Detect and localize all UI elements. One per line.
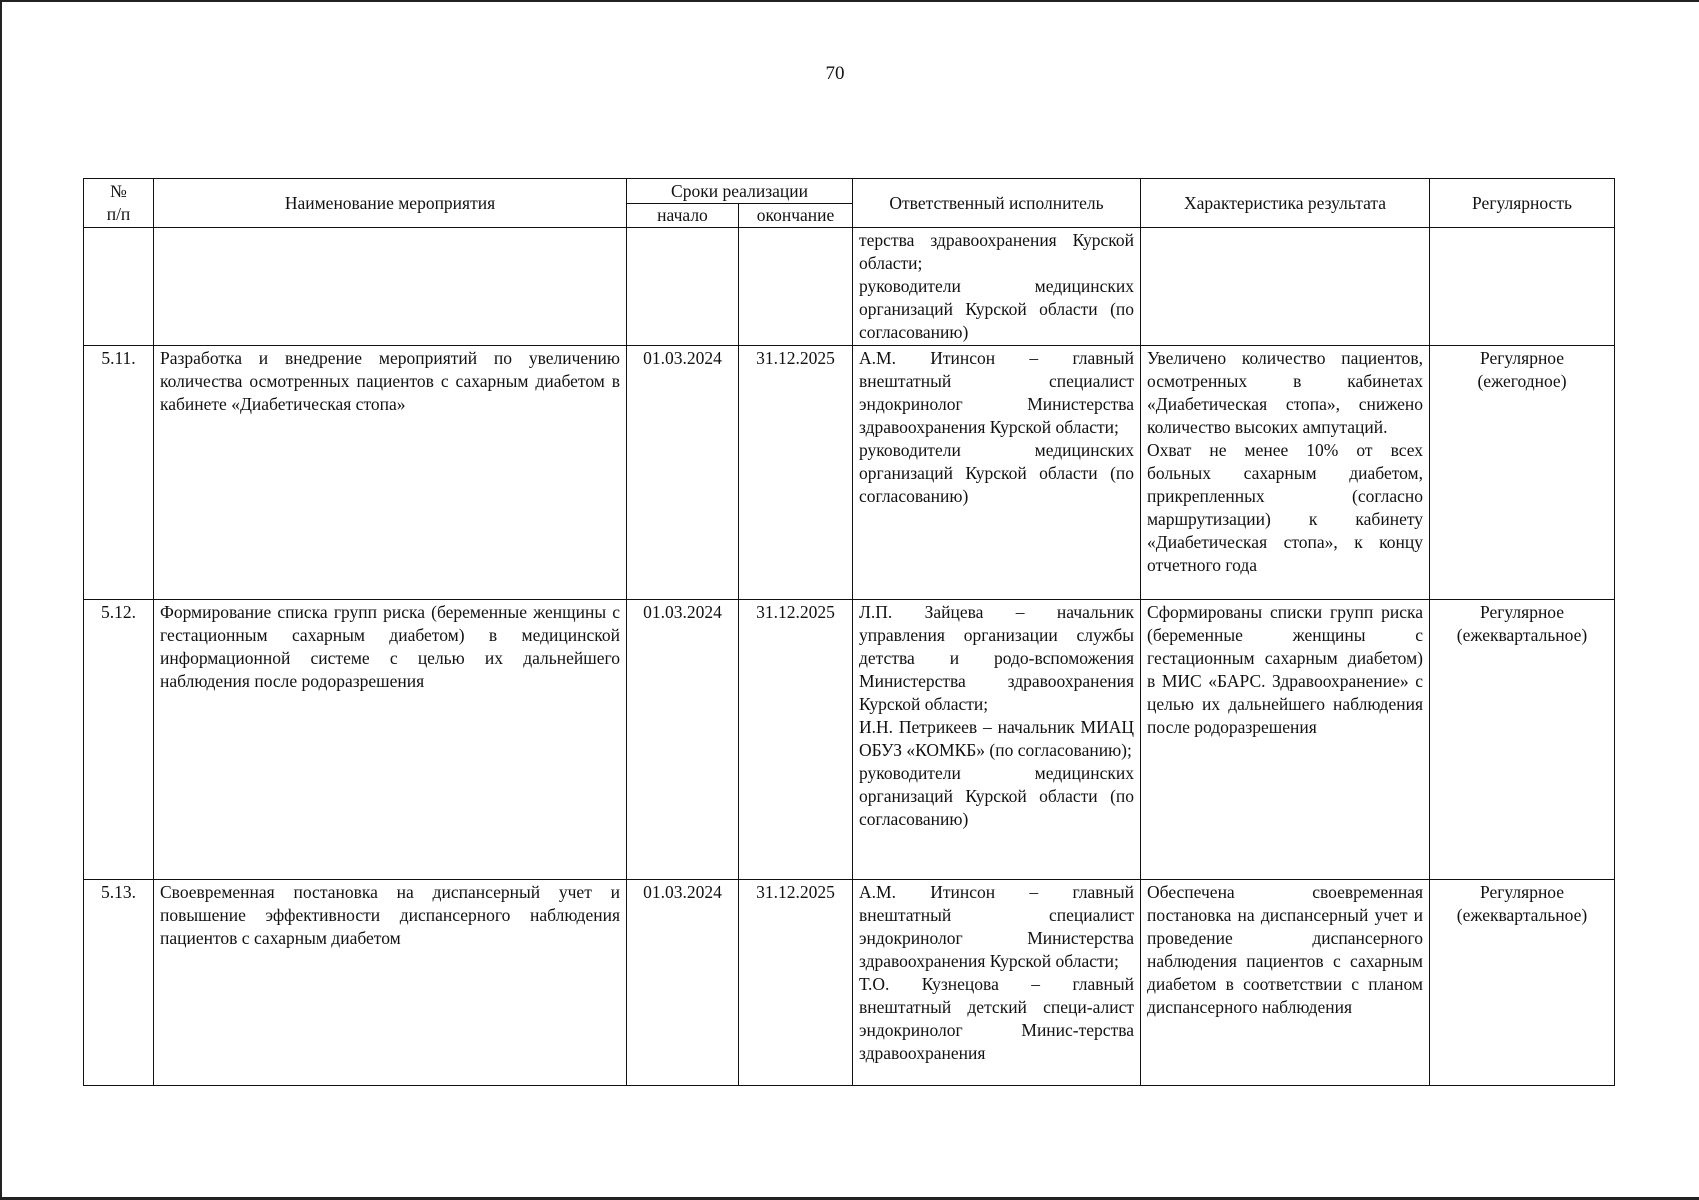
responsible-entry: Т.О. Кузнецова – главный внештатный детский специ-алист эндокринолог Минис-терства здравоохранения: [859, 974, 1135, 1063]
cell-number: 5.13.: [84, 880, 154, 1086]
cell-result: [1141, 600, 1430, 880]
responsible-entry: А.М. Итинсон – главный внештатный специалист эндокринолог Министерства здравоохранения Курской области;: [859, 348, 1135, 437]
cell-regularity: Регулярное (ежеквартальное): [1430, 600, 1615, 880]
header-activity-name: Наименование мероприятия: [154, 179, 627, 228]
responsible-entry: руководители медицинских организаций Курской области (по согласованию): [859, 276, 1135, 342]
cell-result: [1141, 346, 1430, 600]
table-row: [84, 228, 1615, 346]
header-end: окончание: [739, 203, 853, 228]
cell-start-date: 01.03.2024: [627, 600, 739, 880]
table-row: [84, 880, 1615, 1086]
cell-result: [1141, 880, 1430, 1086]
cell-end-date: [739, 228, 853, 346]
cell-end-date: 31.12.2025: [739, 346, 853, 600]
cell-end-date: 31.12.2025: [739, 600, 853, 880]
responsible-entry: И.Н. Петрикеев – начальник МИАЦ ОБУЗ «КОМКБ» (по согласованию);: [859, 717, 1135, 760]
header-result: Характеристика результата: [1141, 179, 1430, 228]
responsible-entry: руководители медицинских организаций Курской области (по согласованию): [859, 440, 1135, 506]
cell-start-date: [627, 228, 739, 346]
scan-edge-left: [0, 0, 2, 1200]
cell-start-date: 01.03.2024: [627, 346, 739, 600]
cell-end-date: 31.12.2025: [739, 880, 853, 1086]
header-regularity: Регулярность: [1430, 179, 1615, 228]
scan-edge-top: [0, 0, 1699, 2]
result-entry: Сформированы списки групп риска (беременные женщины с гестационным сахарным диабетом) в МИС «БАРС. Здравоохранение» с целью их дальнейшего наблюдения после родоразрешения: [1147, 602, 1424, 737]
responsible-entry: Л.П. Зайцева – начальник управления организации службы детства и родо-вспоможения Министерства здравоохранения Курской области;: [859, 602, 1135, 714]
cell-activity-name: Своевременная постановка на диспансерный учет и повышение эффективности диспансерного наблюдения пациентов с сахарным диабетом: [154, 880, 627, 1086]
header-start: начало: [627, 203, 739, 228]
responsible-entry: терства здравоохранения Курской области;: [859, 230, 1135, 273]
table-row: [84, 346, 1615, 600]
cell-responsible: [853, 880, 1141, 1086]
header-responsible: Ответственный исполнитель: [853, 179, 1141, 228]
cell-activity-name: Разработка и внедрение мероприятий по увеличению количества осмотренных пациентов с сахарным диабетом в кабинете «Диабетическая стопа»: [154, 346, 627, 600]
cell-activity-name: Формирование списка групп риска (беременные женщины с гестационным сахарным диабетом) в медицинской информационной системе с целью их дальнейшего наблюдения после родоразрешения: [154, 600, 627, 880]
result-entry: Обеспечена своевременная постановка на диспансерный учет и проведение диспансерного наблюдения пациентов с сахарным диабетом в соответствии с планом диспансерного наблюдения: [1147, 882, 1424, 1017]
cell-start-date: 01.03.2024: [627, 880, 739, 1086]
cell-regularity: Регулярное (ежегодное): [1430, 346, 1615, 600]
result-entry: Увеличено количество пациентов, осмотренных в кабинетах «Диабетическая стопа», снижено количество высоких ампутаций.: [1147, 348, 1424, 437]
page-number: 70: [825, 63, 845, 84]
header-terms: Сроки реализации: [627, 179, 853, 204]
cell-responsible: [853, 600, 1141, 880]
cell-result: [1141, 228, 1430, 346]
cell-regularity: [1430, 228, 1615, 346]
responsible-entry: А.М. Итинсон – главный внештатный специалист эндокринолог Министерства здравоохранения Курской области;: [859, 882, 1135, 971]
cell-regularity: Регулярное (ежеквартальное): [1430, 880, 1615, 1086]
cell-number: 5.12.: [84, 600, 154, 880]
table-row: [84, 600, 1615, 880]
cell-activity-name: [154, 228, 627, 346]
responsible-entry: руководители медицинских организаций Курской области (по согласованию): [859, 763, 1135, 829]
cell-responsible: [853, 228, 1141, 346]
action-plan-table: [83, 178, 1615, 1086]
table-header: [84, 179, 1615, 228]
header-number: № п/п: [84, 179, 154, 228]
result-entry: Охват не менее 10% от всех больных сахарным диабетом, прикрепленных (согласно маршрутизации) к кабинету «Диабетическая стопа», к концу отчетного года: [1147, 440, 1424, 575]
cell-number: 5.11.: [84, 346, 154, 600]
cell-responsible: [853, 346, 1141, 600]
cell-number: [84, 228, 154, 346]
